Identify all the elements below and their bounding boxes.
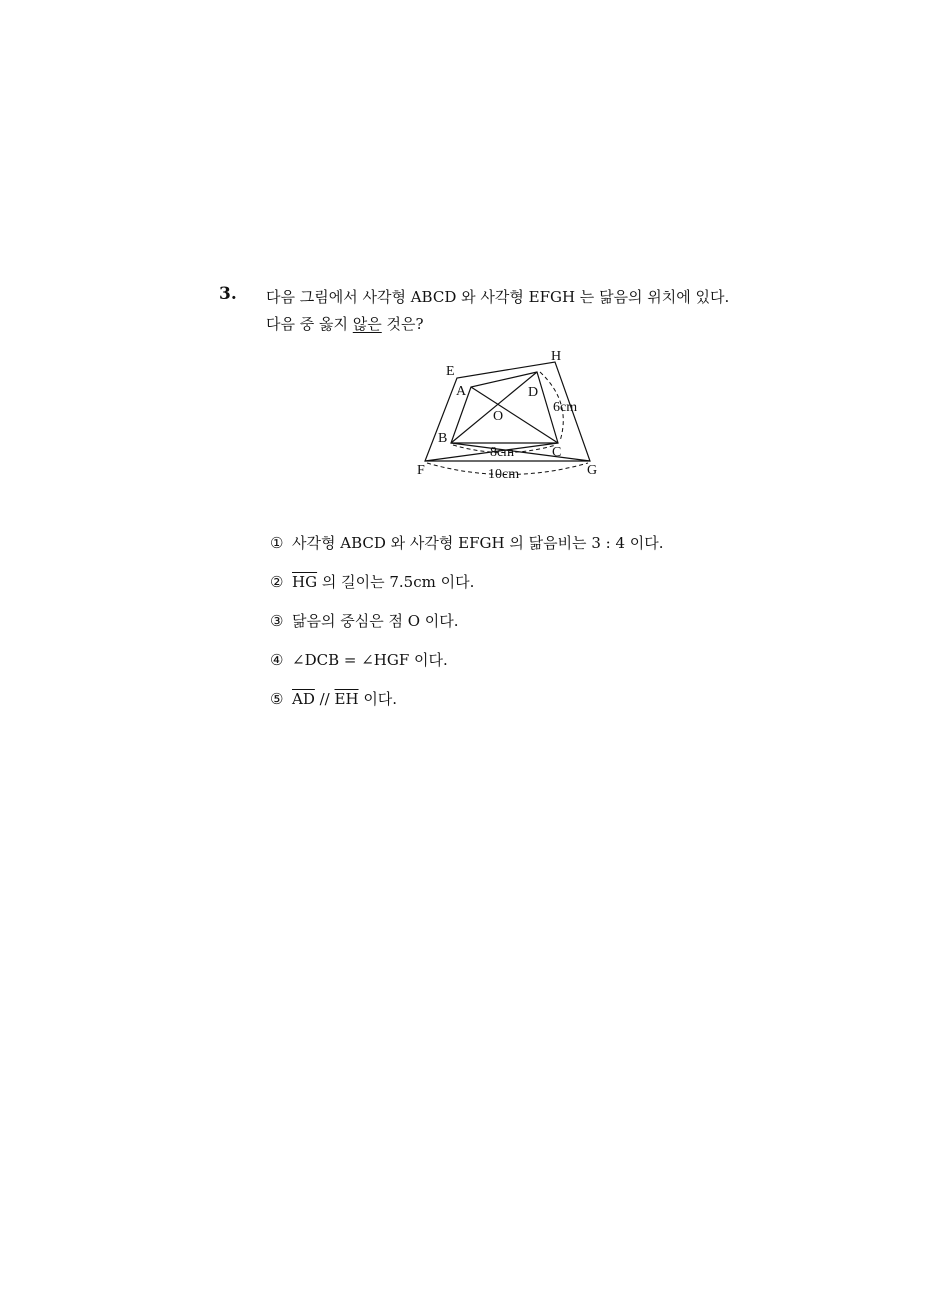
option-1-text: 사각형 ABCD 와 사각형 EFGH 의 닮음비는 3 : 4 이다. (292, 534, 664, 552)
question-line-2-before: 다음 중 옳지 (266, 315, 353, 333)
option-3-mark: ③ (270, 612, 284, 630)
dim-label-dc: 6cm (553, 400, 578, 415)
label-d: D (528, 385, 539, 400)
option-4-text: ∠DCB = ∠HGF 이다. (292, 651, 448, 669)
line-bg (451, 443, 590, 461)
option-4-mark: ④ (270, 651, 284, 669)
option-2-segment: $\overline{HG}$ (292, 573, 318, 591)
option-2-mark: ② (270, 573, 284, 591)
option-2[interactable] (270, 571, 474, 592)
quadrilateral-figure (400, 342, 620, 492)
option-1-mark: ① (270, 534, 284, 552)
option-2-text: 의 길이는 7.5cm 이다. (317, 573, 475, 591)
label-e: E (446, 364, 455, 379)
option-5-segment-2: $\overline{EH}$ (334, 690, 359, 708)
dim-label-bc: 8cm (490, 445, 515, 460)
label-f: F (417, 463, 425, 478)
question-line-2-after: 것은? (381, 315, 424, 333)
option-5-text: 이다. (358, 690, 398, 708)
option-3-text: 닮음의 중심은 점 O 이다. (292, 612, 459, 630)
question-line-1: 다음 그림에서 사각형 ABCD 와 사각형 EFGH 는 닮음의 위치에 있다. (266, 288, 730, 306)
option-5-segment-1: $\overline{AD}$ (292, 690, 315, 708)
label-o: O (493, 409, 504, 424)
label-a: A (456, 384, 467, 399)
option-1[interactable] (270, 532, 664, 553)
label-h: H (551, 349, 562, 364)
question-underlined-word: 않은 (352, 315, 382, 333)
option-4[interactable] (270, 649, 448, 670)
label-g: G (587, 463, 598, 478)
question-number: 3. (219, 284, 237, 304)
label-b: B (438, 431, 448, 446)
label-c: C (552, 445, 562, 460)
option-5[interactable] (270, 688, 397, 709)
option-5-mark: ⑤ (270, 690, 284, 708)
option-3[interactable] (270, 610, 459, 631)
option-5-parallel: // (314, 690, 335, 708)
question-line-2 (266, 313, 424, 334)
dim-label-fg: 10cm (488, 467, 520, 482)
